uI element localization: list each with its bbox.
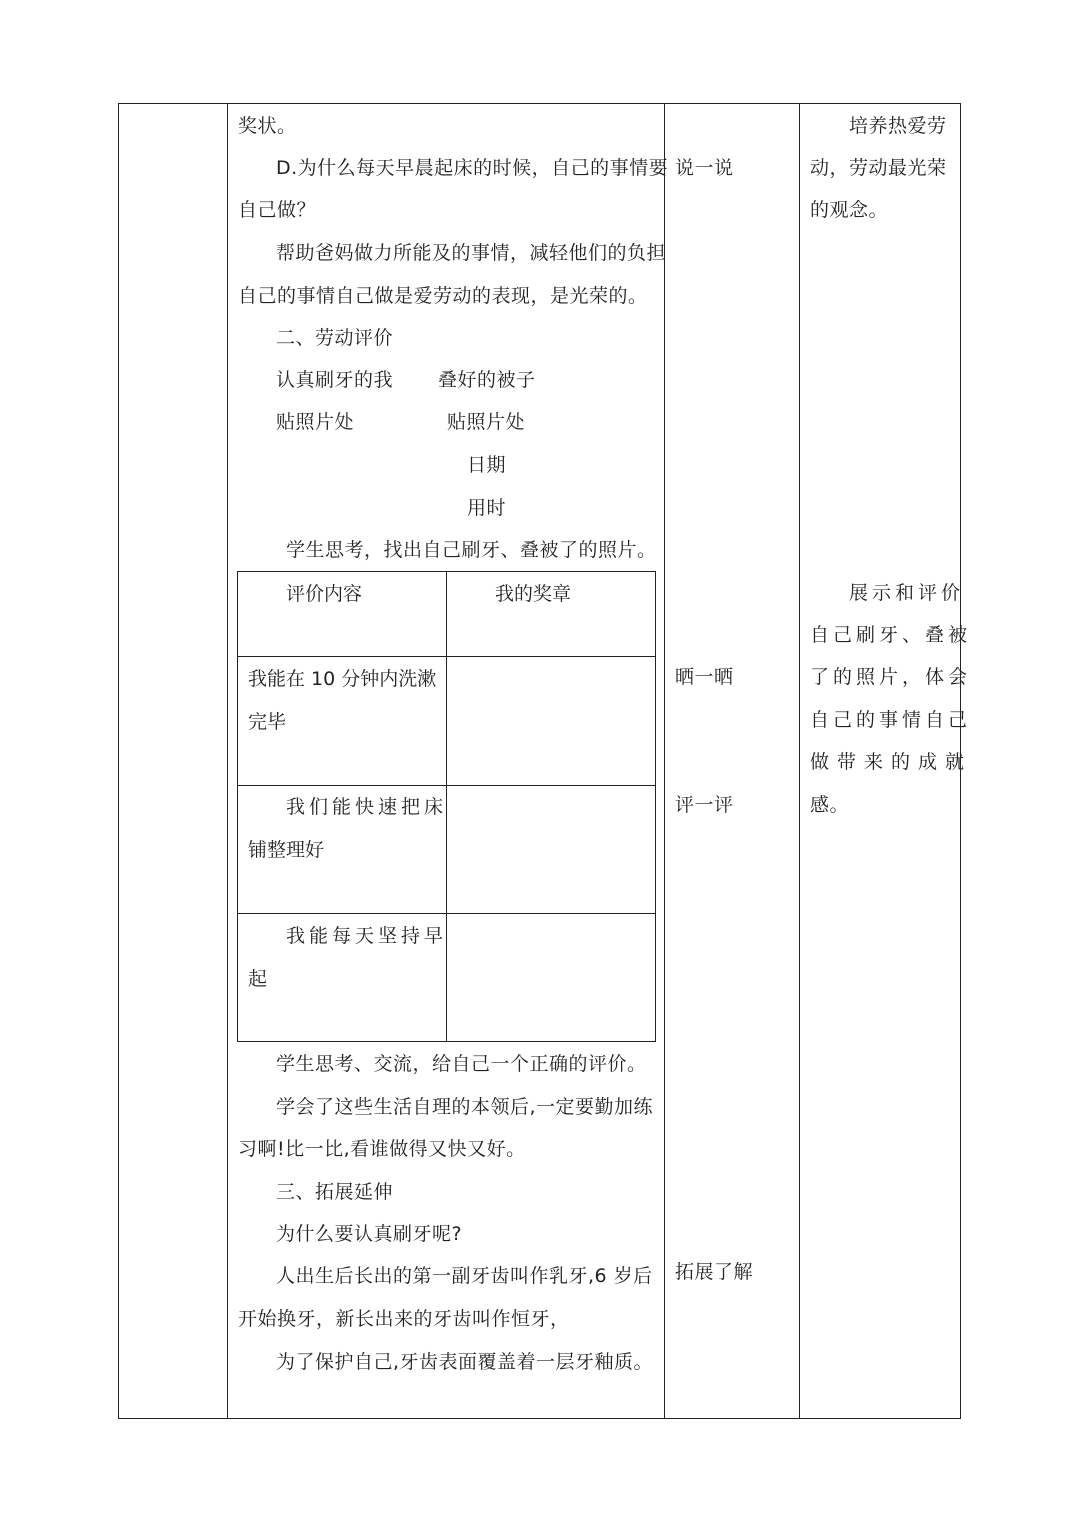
table-row-content: 我能在 10 分钟内洗漱 [248, 668, 437, 690]
main-text-line: 认真刷牙的我 [276, 369, 394, 391]
table-divider [238, 913, 655, 914]
intent-text: 展示和评价 [849, 582, 965, 604]
column-divider [799, 103, 800, 1419]
intent-text: 自己刷牙、叠被 [810, 624, 972, 646]
table-header-medal: 我的奖章 [495, 583, 572, 605]
activity-label: 拓展了解 [675, 1261, 754, 1283]
table-header-content: 评价内容 [286, 583, 363, 605]
main-text-line: 学生思考，找出自己刷牙、叠被了的照片。 [286, 539, 657, 561]
table-row-content: 起 [248, 968, 268, 990]
main-text-line: 开始换牙，新长出来的牙齿叫作恒牙， [238, 1308, 570, 1330]
main-text-line: 自己的事情自己做是爱劳动的表现，是光荣的。 [238, 285, 648, 307]
evaluation-table [237, 571, 656, 1042]
table-row-content: 铺整理好 [248, 839, 325, 861]
main-text-line: 自己做？ [238, 199, 317, 221]
intent-text: 自己的事情自己 [810, 709, 972, 731]
main-text-line: 人出生后长出的第一副牙齿叫作乳牙,6 岁后 [276, 1265, 653, 1287]
main-text-line: 叠好的被子 [438, 369, 536, 391]
main-text-line: 为了保护自己,牙齿表面覆盖着一层牙釉质。 [276, 1351, 654, 1373]
date-label: 日期 [467, 454, 507, 476]
main-text-line: 学会了这些生活自理的本领后,一定要勤加练 [276, 1096, 654, 1118]
intent-text: 培养热爱劳 [849, 115, 947, 137]
column-divider [227, 103, 228, 1419]
intent-text: 感。 [810, 794, 850, 816]
main-text-line: D.为什么每天早晨起床的时候，自己的事情要 [276, 157, 669, 179]
intent-text: 动，劳动最光荣 [810, 157, 947, 179]
main-text-line: 学生思考、交流，给自己一个正确的评价。 [276, 1053, 647, 1075]
table-divider [238, 785, 655, 786]
column-divider [664, 103, 665, 1419]
main-text-line: 奖状。 [238, 115, 297, 137]
main-text-line: 帮助爸妈做力所能及的事情，减轻他们的负担 [276, 242, 667, 264]
intent-text: 做带来的成就 [810, 751, 973, 773]
time-label: 用时 [467, 497, 507, 519]
intent-text: 了的照片，体会 [810, 666, 972, 688]
table-row-content: 我能每天坚持早 [286, 925, 448, 947]
main-text-line: 为什么要认真刷牙呢? [276, 1223, 463, 1245]
activity-label: 评一评 [675, 794, 734, 816]
photo-placeholder-label: 贴照片处 [276, 411, 355, 433]
intent-text: 的观念。 [810, 199, 889, 221]
activity-label: 说一说 [675, 157, 734, 179]
table-row-content: 完毕 [248, 711, 287, 733]
section-heading: 二、劳动评价 [276, 327, 394, 349]
table-row-content: 我们能快速把床 [286, 796, 448, 818]
activity-label: 晒一晒 [675, 666, 734, 688]
table-divider [238, 656, 655, 657]
photo-placeholder-label: 贴照片处 [447, 411, 526, 433]
section-heading: 三、拓展延伸 [276, 1181, 394, 1203]
main-text-line: 习啊!比一比,看谁做得又快又好。 [238, 1138, 526, 1160]
